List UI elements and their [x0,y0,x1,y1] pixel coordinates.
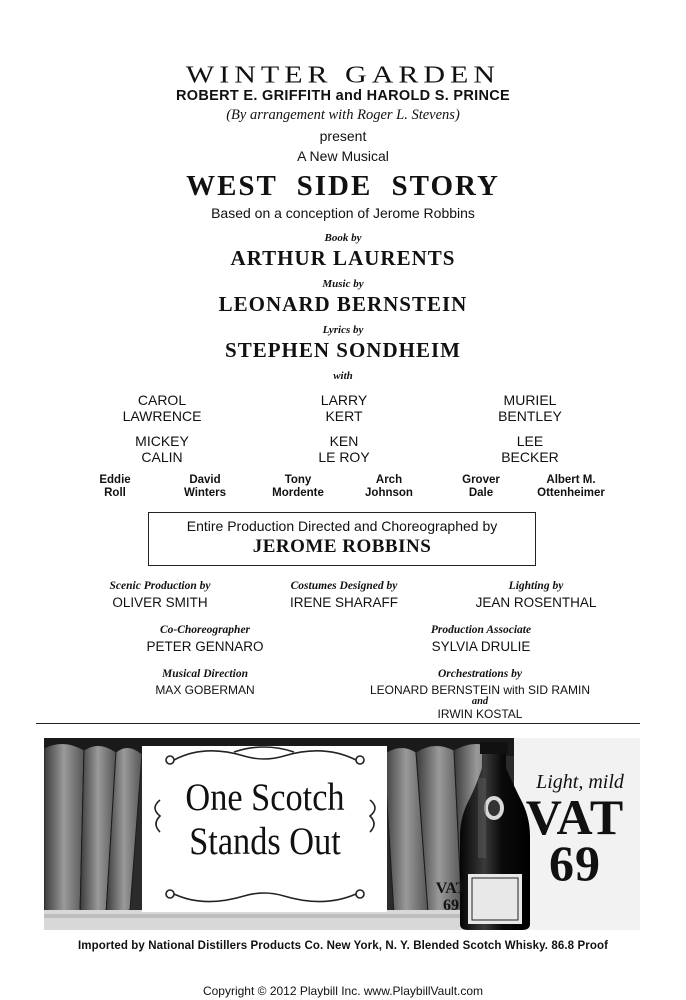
musical-director: MAX GOBERMAN [155,683,255,697]
supporting-cast-member: Grover Dale [462,474,500,499]
cast-member: MICKEY CALIN [135,433,189,465]
book-author: ARTHUR LAURENTS [230,246,456,270]
supporting-cast-member: Eddie Roll [99,474,131,499]
supporting-cast-member: Arch Johnson [365,474,413,499]
present-text: present [319,128,367,144]
ad-tagline: Light, mild [536,771,624,793]
producers: ROBERT E. GRIFFITH and HAROLD S. PRINCE [176,88,510,104]
supporting-cast-member: David Winters [183,474,227,499]
orchestrator-2: IRWIN KOSTAL [437,707,523,721]
supporting-cast-member: Tony Mordente [272,474,324,499]
copyright-text: Copyright © 2012 Playbill Inc. www.PlaybillVault.com [202,984,484,998]
vat69-advertisement [44,738,640,930]
lyrics-label: Lyrics by [322,324,364,336]
musical-direction-label: Musical Direction [162,668,248,680]
with-label: with [333,370,353,382]
divider-rule [36,723,640,724]
show-title: WEST SIDE STORY [186,170,500,202]
costumes-label: Costumes Designed by [290,580,398,592]
lyrics-writer: STEPHEN SONDHEIM [225,338,461,362]
based-on-text: Based on a conception of Jerome Robbins [211,205,475,221]
left-curtain [44,743,142,914]
book-label: Book by [324,232,362,244]
orchestrations-and: and [471,696,489,707]
music-label: Music by [322,278,364,290]
cast-member: CAROL LAWRENCE [122,392,202,424]
scenic-label: Scenic Production by [109,580,211,592]
bottle-label: VAT 69 [435,880,467,914]
new-musical-text: A New Musical [297,148,389,164]
director-name: JEROME ROBBINS [252,536,432,557]
music-composer: LEONARD BERNSTEIN [218,292,468,316]
cochoreographer-name: PETER GENNARO [146,639,264,654]
orchestrations-label: Orchestrations by [437,668,523,680]
orchestrators: LEONARD BERNSTEIN with SID RAMIN [369,683,591,697]
costume-designer: IRENE SHARAFF [289,595,398,610]
direction-label: Entire Production Directed and Choreographed by [186,518,498,534]
cast-member: KEN LE ROY [318,433,370,465]
ad-footer-text: Imported by National Distillers Products Co. New York, N. Y. Blended Scotch Whisky. 86.8 Proof [78,940,608,952]
ad-brand: VAT 69 [525,789,625,891]
lighting-label: Lighting by [508,580,564,592]
associate-name: SYLVIA DRULIE [431,639,531,654]
cochoreographer-label: Co-Choreographer [159,624,251,636]
direction-credit-box [148,512,536,566]
lighting-designer: JEAN ROSENTHAL [475,595,597,610]
cast-member: MURIEL BENTLEY [498,392,562,424]
associate-label: Production Associate [430,624,532,636]
theater-name: WINTER GARDEN [185,61,501,89]
cast-member: LARRY KERT [320,392,368,424]
cast-member: LEE BECKER [501,433,559,465]
ad-headline: One Scotch Stands Out [185,776,345,863]
supporting-cast-member: Albert M. Ottenheimer [537,474,605,499]
arrangement-note: (By arrangement with Roger L. Stevens) [226,107,460,123]
scenic-designer: OLIVER SMITH [112,595,208,610]
